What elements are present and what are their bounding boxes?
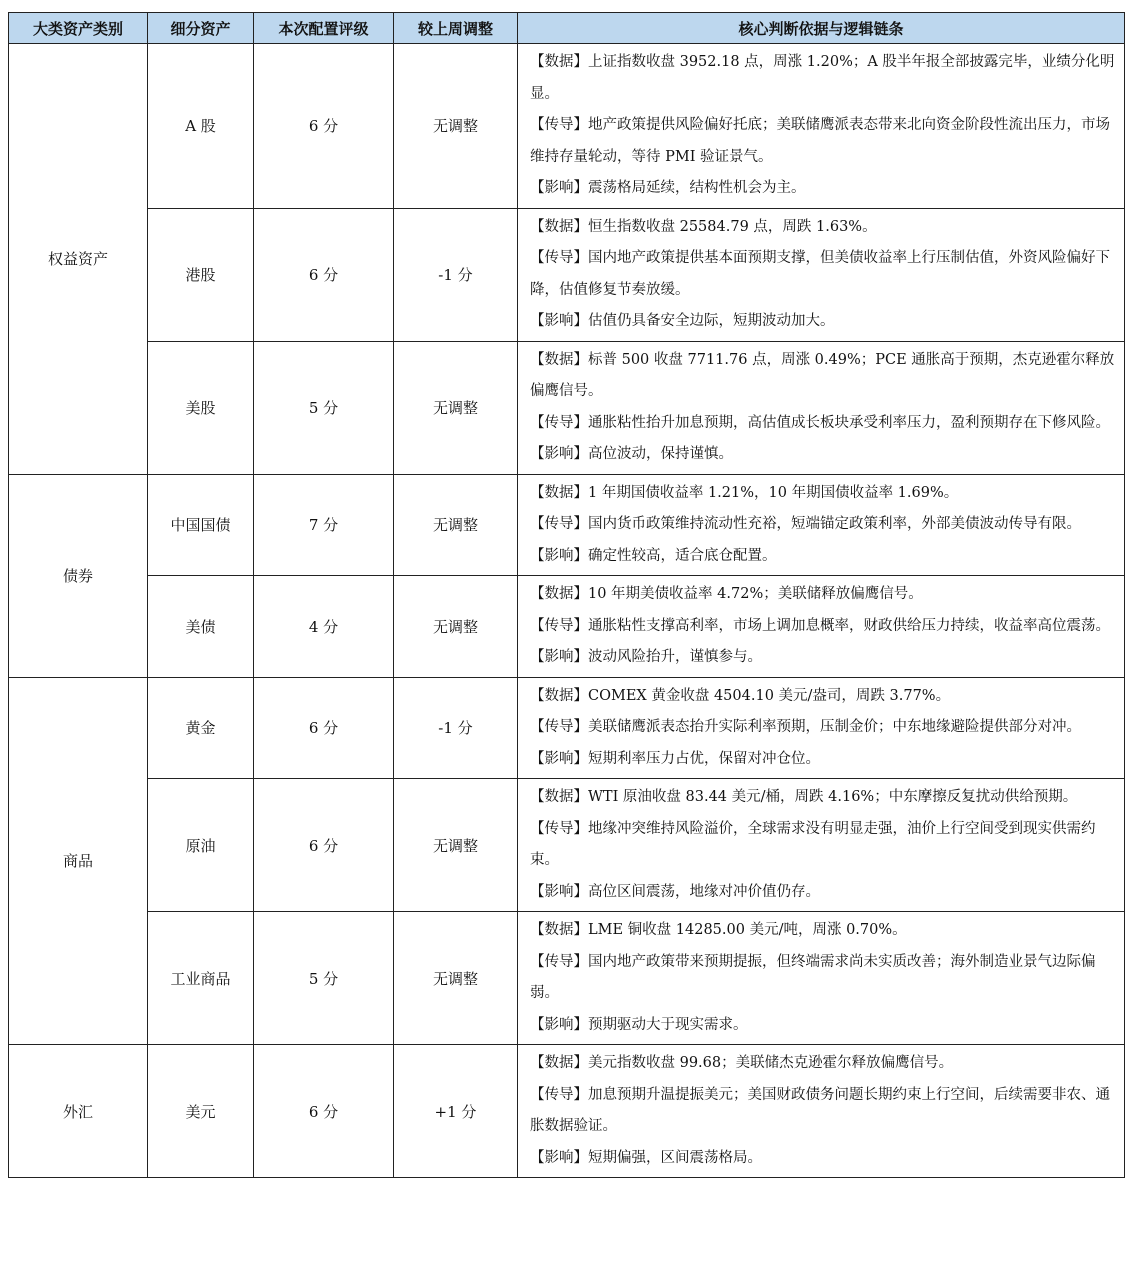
adjustment-cell: 无调整 (394, 341, 518, 474)
table-row (9, 341, 1125, 474)
table-row (9, 576, 1125, 678)
subasset-cell: 中国国债 (148, 474, 254, 576)
category-cell: 外汇 (9, 1045, 148, 1178)
logic-cell (518, 912, 1125, 1045)
rating-cell: 5 分 (254, 912, 394, 1045)
logic-transmission-line: 【传导】通胀粘性抬升加息预期，高估值成长板块承受利率压力，盈利预期存在下修风险。 (530, 414, 1110, 431)
logic-data-line: 【数据】1 年期国债收益率 1.21%，10 年期国债收益率 1.69%。 (530, 484, 959, 501)
logic-cell (518, 1045, 1125, 1178)
adjustment-cell: -1 分 (394, 677, 518, 779)
logic-impact-line: 【影响】高位波动，保持谨慎。 (530, 446, 733, 462)
logic-impact-line: 【影响】估值仍具备安全边际，短期波动加大。 (530, 313, 835, 329)
rating-cell: 5 分 (254, 341, 394, 474)
asset-allocation-table (8, 12, 1125, 1178)
table-row (9, 208, 1125, 341)
header-logic: 核心判断依据与逻辑链条 (518, 13, 1125, 44)
logic-cell (518, 44, 1125, 209)
logic-impact-line: 【影响】波动风险抬升，谨慎参与。 (530, 649, 762, 665)
table-row (9, 912, 1125, 1045)
logic-cell (518, 208, 1125, 341)
logic-data-line: 【数据】10 年期美债收益率 4.72%；美联储释放偏鹰信号。 (530, 586, 923, 602)
table-row (9, 44, 1125, 209)
logic-transmission-line: 【传导】地缘冲突维持风险溢价，全球需求没有明显走强，油价上行空间受到现实供需约束。 (530, 820, 1096, 868)
rating-cell: 7 分 (254, 474, 394, 576)
logic-transmission-line: 【传导】国内地产政策提供基本面预期支撑，但美债收益率上行压制估值，外资风险偏好下降，估值修复节奏放缓。 (530, 250, 1110, 298)
logic-data-line: 【数据】恒生指数收盘 25584.79 点，周跌 1.63%。 (530, 218, 877, 235)
adjustment-cell: -1 分 (394, 208, 518, 341)
logic-cell (518, 341, 1125, 474)
logic-impact-line: 【影响】短期偏强，区间震荡格局。 (530, 1149, 762, 1166)
logic-data-line: 【数据】美元指数收盘 99.68；美联储杰克逊霍尔释放偏鹰信号。 (530, 1055, 954, 1071)
subasset-cell: 美债 (148, 576, 254, 678)
sheet-top-edge (0, 0, 1132, 10)
logic-cell (518, 677, 1125, 779)
logic-transmission-line: 【传导】国内地产政策带来预期提振，但终端需求尚未实质改善；海外制造业景气边际偏弱。 (530, 953, 1096, 1001)
category-cell: 权益资产 (9, 44, 148, 475)
logic-data-line: 【数据】WTI 原油收盘 83.44 美元/桶，周跌 4.16%；中东摩擦反复扰动供给预期。 (530, 789, 1078, 805)
logic-transmission-line: 【传导】国内货币政策维持流动性充裕，短端锚定政策利率，外部美债波动传导有限。 (530, 516, 1081, 532)
header-rating: 本次配置评级 (254, 13, 394, 44)
rating-cell: 6 分 (254, 779, 394, 912)
table-row (9, 1045, 1125, 1178)
logic-cell (518, 474, 1125, 576)
rating-cell: 6 分 (254, 677, 394, 779)
subasset-cell: 工业商品 (148, 912, 254, 1045)
adjustment-cell: 无调整 (394, 474, 518, 576)
rating-cell: 6 分 (254, 44, 394, 209)
logic-cell (518, 576, 1125, 678)
logic-impact-line: 【影响】确定性较高，适合底仓配置。 (530, 547, 777, 564)
rating-cell: 4 分 (254, 576, 394, 678)
subasset-cell: 原油 (148, 779, 254, 912)
table-row (9, 779, 1125, 912)
rating-cell: 6 分 (254, 1045, 394, 1178)
subasset-cell: 黄金 (148, 677, 254, 779)
adjustment-cell: 无调整 (394, 912, 518, 1045)
header-category: 大类资产类别 (9, 13, 148, 44)
subasset-cell: 美元 (148, 1045, 254, 1178)
subasset-cell: A 股 (148, 44, 254, 209)
table-row (9, 677, 1125, 779)
logic-data-line: 【数据】上证指数收盘 3952.18 点，周涨 1.20%；A 股半年报全部披露完毕，业绩分化明显。 (530, 54, 1115, 102)
logic-transmission-line: 【传导】加息预期升温提振美元；美国财政债务问题长期约束上行空间，后续需要非农、通胀数据验证。 (530, 1086, 1110, 1134)
logic-impact-line: 【影响】高位区间震荡，地缘对冲价值仍存。 (530, 883, 820, 900)
subasset-cell: 美股 (148, 341, 254, 474)
header-subasset: 细分资产 (148, 13, 254, 44)
logic-data-line: 【数据】标普 500 收盘 7711.76 点，周涨 0.49%；PCE 通胀高于预期，杰克逊霍尔释放偏鹰信号。 (530, 351, 1115, 399)
adjustment-cell: 无调整 (394, 779, 518, 912)
logic-impact-line: 【影响】预期驱动大于现实需求。 (530, 1016, 748, 1033)
category-cell: 商品 (9, 677, 148, 1045)
table-row (9, 474, 1125, 576)
logic-cell (518, 779, 1125, 912)
adjustment-cell: +1 分 (394, 1045, 518, 1178)
logic-transmission-line: 【传导】地产政策提供风险偏好托底；美联储鹰派表态带来北向资金阶段性流出压力，市场维持存量轮动，等待 PMI 验证景气。 (530, 117, 1110, 165)
logic-data-line: 【数据】COMEX 黄金收盘 4504.10 美元/盎司，周跌 3.77%。 (530, 687, 951, 704)
category-cell: 债券 (9, 474, 148, 677)
logic-data-line: 【数据】LME 铜收盘 14285.00 美元/吨，周涨 0.70%。 (530, 922, 907, 938)
logic-transmission-line: 【传导】通胀粘性支撑高利率，市场上调加息概率，财政供给压力持续，收益率高位震荡。 (530, 617, 1110, 634)
adjustment-cell: 无调整 (394, 576, 518, 678)
header-adjustment: 较上周调整 (394, 13, 518, 44)
adjustment-cell: 无调整 (394, 44, 518, 209)
logic-impact-line: 【影响】震荡格局延续，结构性机会为主。 (530, 180, 806, 196)
logic-impact-line: 【影响】短期利率压力占优，保留对冲仓位。 (530, 750, 820, 767)
rating-cell: 6 分 (254, 208, 394, 341)
header-row (9, 13, 1125, 44)
logic-transmission-line: 【传导】美联储鹰派表态抬升实际利率预期，压制金价；中东地缘避险提供部分对冲。 (530, 719, 1081, 735)
subasset-cell: 港股 (148, 208, 254, 341)
